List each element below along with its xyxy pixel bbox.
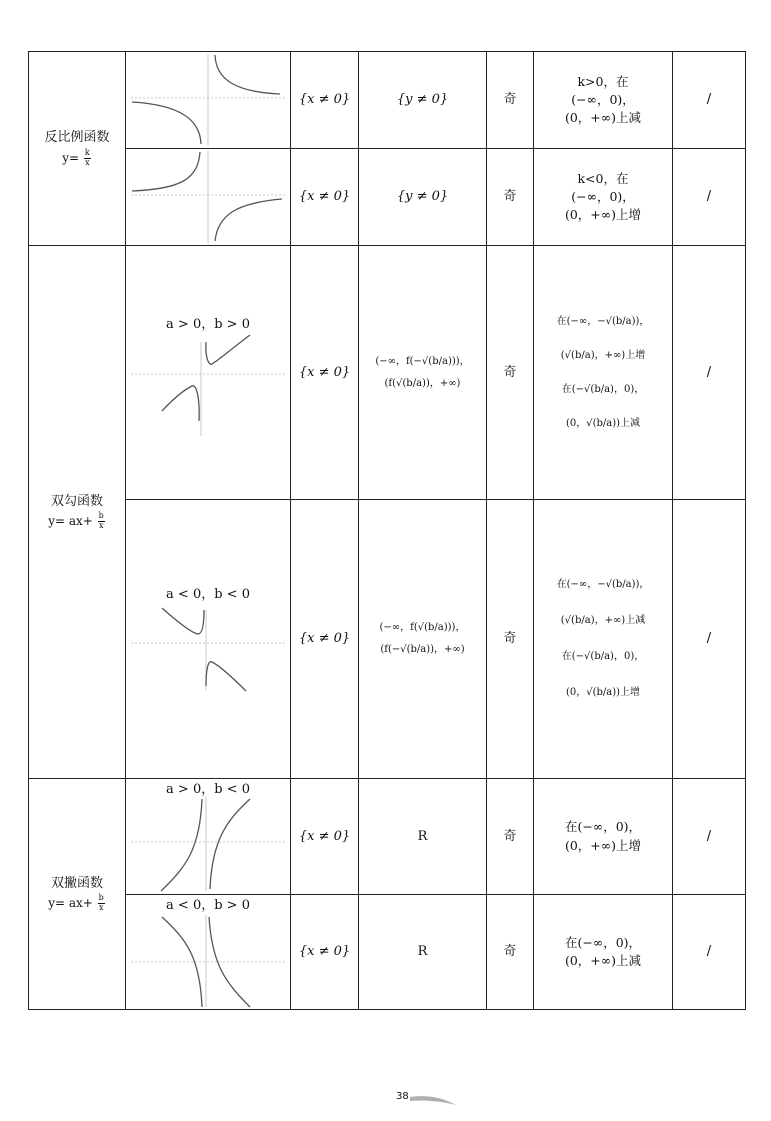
table-row (29, 895, 746, 1010)
function-graph (126, 52, 291, 149)
page-swoosh-icon (410, 1094, 458, 1106)
function-formula: y= ax+ $\frac{b}{x}$ (48, 893, 104, 913)
monotonicity-cell: 在(−∞，0)， (0，+∞)上增 (534, 779, 673, 895)
function-graph (126, 779, 291, 895)
graph-inverse-k-negative (126, 149, 291, 245)
domain-cell: {x ≠ 0} (291, 246, 359, 500)
page-number: 38 (396, 1091, 409, 1102)
domain-cell: {x ≠ 0} (291, 149, 359, 246)
function-graph (126, 500, 291, 779)
graph-condition-label: a > 0，b < 0 (166, 782, 250, 797)
fraction: $\frac{b}{x}$ (98, 893, 104, 913)
monotonicity-cell: k>0，在 (−∞，0)， (0，+∞)上减 (534, 52, 673, 149)
monotonicity-cell: 在(−∞，−√(b/a))， (√(b/a)，+∞)上增 在(−√(b/a)，0)， (0，√(b/a))上减 (534, 246, 673, 500)
table-row (29, 246, 746, 500)
function-name: 反比例函数 (44, 130, 110, 146)
range-cell: {y ≠ 0} (359, 149, 487, 246)
graph-inverse-k-positive (126, 52, 291, 148)
monotonicity-cell: 在(−∞，0)， (0，+∞)上减 (534, 895, 673, 1010)
table-row (29, 149, 746, 246)
periodicity-cell: / (673, 779, 746, 895)
domain-cell: {x ≠ 0} (291, 52, 359, 149)
range-cell: (−∞，f(−√(b/a)))， (f(√(b/a))，+∞) (359, 246, 487, 500)
function-formula: y= $\frac{k}{x}$ (62, 147, 90, 167)
graph-double-hook-negative (126, 500, 291, 778)
parity-cell: 奇 (487, 779, 534, 895)
function-name: 双勾函数 (50, 493, 103, 509)
parity-cell: 奇 (487, 246, 534, 500)
graph-double-hook-positive (126, 246, 291, 499)
monotonicity-cell: 在(−∞，−√(b/a))， (√(b/a)，+∞)上减 在(−√(b/a)，0)， (0，√(b/a))上增 (534, 500, 673, 779)
fraction: $\frac{b}{x}$ (98, 511, 104, 531)
graph-condition-label: a < 0，b < 0 (166, 587, 250, 602)
table-row (29, 52, 746, 149)
range-cell: {y ≠ 0} (359, 52, 487, 149)
parity-cell: 奇 (487, 895, 534, 1010)
function-name-cell (29, 246, 126, 779)
parity-cell: 奇 (487, 52, 534, 149)
periodicity-cell: / (673, 895, 746, 1010)
periodicity-cell: / (673, 246, 746, 500)
range-cell: R (359, 779, 487, 895)
table-row (29, 500, 746, 779)
domain-cell: {x ≠ 0} (291, 779, 359, 895)
periodicity-cell: / (673, 149, 746, 246)
periodicity-cell: / (673, 500, 746, 779)
range-cell: (−∞，f(√(b/a)))， (f(−√(b/a))，+∞) (359, 500, 487, 779)
table-row (29, 779, 746, 895)
function-graph (126, 895, 291, 1010)
range-cell: R (359, 895, 487, 1010)
domain-cell: {x ≠ 0} (291, 500, 359, 779)
function-formula: y= ax+ $\frac{b}{x}$ (48, 511, 104, 531)
monotonicity-cell: k<0，在 (−∞，0)， (0，+∞)上增 (534, 149, 673, 246)
function-graph (126, 149, 291, 246)
function-graph (126, 246, 291, 500)
function-properties-table (28, 51, 746, 1010)
function-name: 双撇函数 (50, 875, 103, 891)
parity-cell: 奇 (487, 149, 534, 246)
graph-condition-label: a < 0，b > 0 (166, 898, 250, 913)
domain-cell: {x ≠ 0} (291, 895, 359, 1010)
parity-cell: 奇 (487, 500, 534, 779)
graph-condition-label: a > 0，b > 0 (166, 317, 250, 332)
function-name-cell (29, 779, 126, 1010)
function-name-cell (29, 52, 126, 246)
periodicity-cell: / (673, 52, 746, 149)
fraction: $\frac{k}{x}$ (84, 147, 90, 167)
